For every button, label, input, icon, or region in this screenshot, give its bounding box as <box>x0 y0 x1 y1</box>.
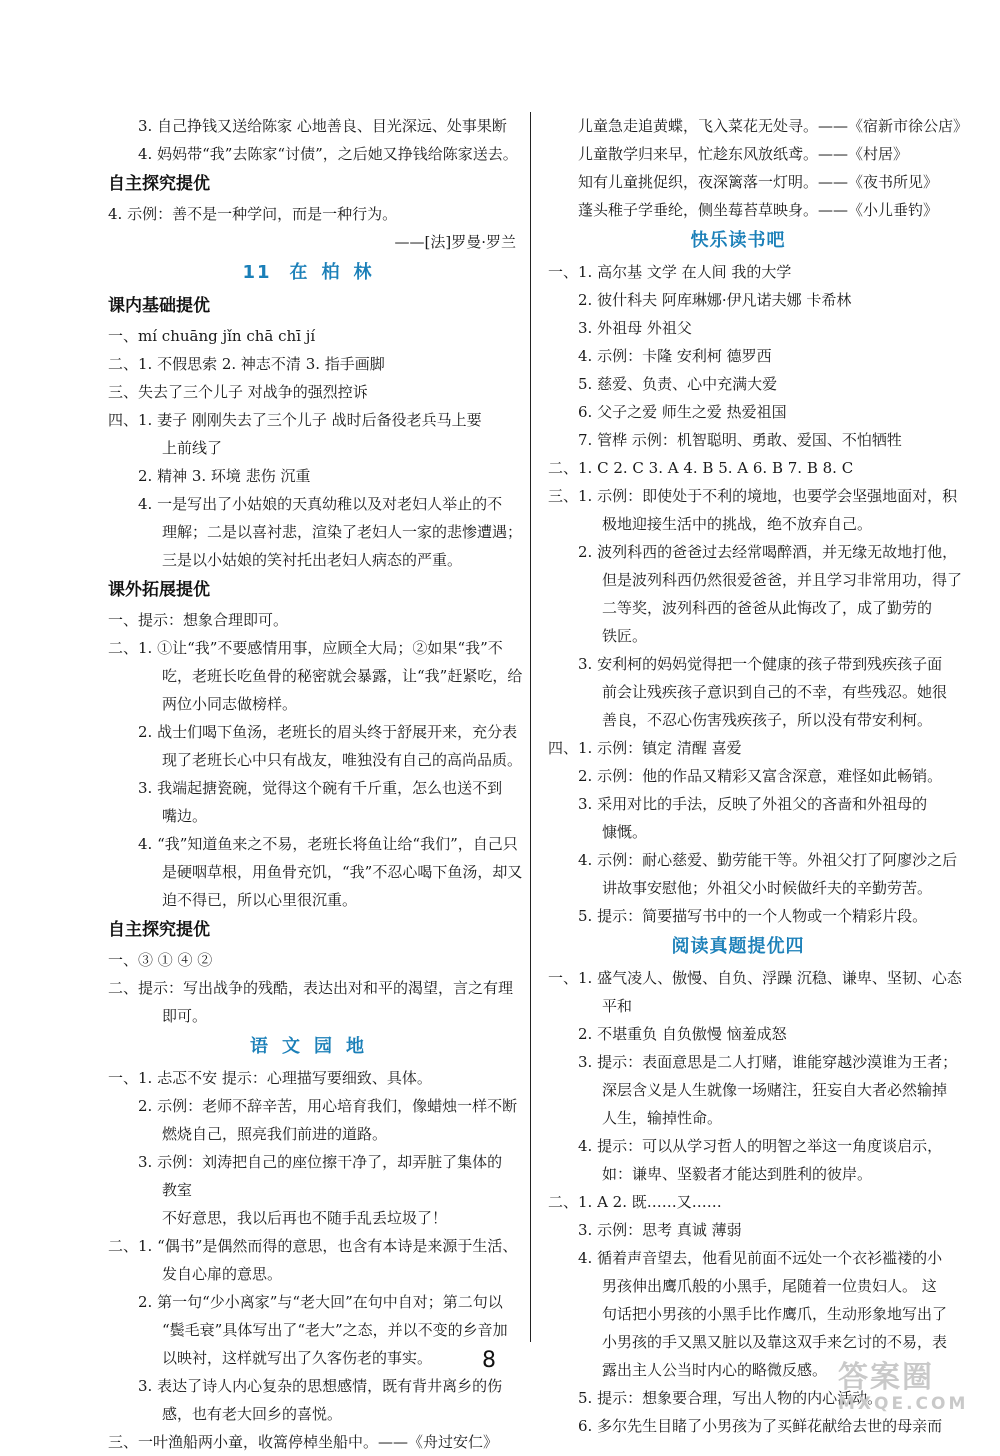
answer-line: 但是波列科西仍然很爱爸爸，并且学习非常用功，得了 <box>602 571 963 589</box>
answer-line: 儿童急走追黄蝶，飞入菜花无处寻。——《宿新市徐公店》 <box>578 117 969 135</box>
answer-line: 4. 示例：耐心慈爱、勤劳能干等。外祖父打了阿廖沙之后 <box>578 851 958 869</box>
answer-line: ——[法]罗曼·罗兰 <box>394 233 516 251</box>
answer-line: 教室 <box>162 1181 193 1199</box>
answer-line: 两位小同志做榜样。 <box>162 695 298 713</box>
answer-line: 3. 自己挣钱又送给陈家 心地善良、目光深远、处事果断 <box>138 117 507 135</box>
answer-line: 以映衬，这样就写出了久客伤老的事实。 <box>162 1349 433 1367</box>
lesson-title-text: 语文园地 <box>250 1036 378 1057</box>
answer-line: 铁匠。 <box>602 627 648 645</box>
answer-line: 上前线了 <box>162 439 223 457</box>
answer-line: 讲故事安慰他；外祖父小时候做纤夫的辛勤劳苦。 <box>602 879 933 897</box>
answer-line: 4. 妈妈带“我”去陈家“讨债”，之后她又挣钱给陈家送去。 <box>138 145 518 163</box>
answer-line: 极地迎接生活中的挑战，绝不放弃自己。 <box>602 515 873 533</box>
answer-line: 二、1. C 2. C 3. A 4. B 5. A 6. B 7. B 8. C <box>548 459 854 477</box>
left-column <box>108 112 523 1456</box>
answer-line: 2. 第一句“少小离家”与“老大回”在句中自对；第二句以 <box>138 1293 503 1311</box>
answer-line: 即可。 <box>162 1007 208 1025</box>
answer-line: 二等奖，波列科西的爸爸从此悔改了，成了勤劳的 <box>602 599 933 617</box>
answer-line: 迫不得已，所以心里很沉重。 <box>162 891 358 909</box>
answer-line: 露出主人公当时内心的略微反感。 <box>602 1361 828 1379</box>
section-heading: 课外拓展提优 <box>108 580 210 600</box>
answer-line: 前会让残疾孩子意识到自己的不幸，有些残忍。她很 <box>602 683 948 701</box>
answer-line: 一、1. 盛气凌人、傲慢、自负、浮躁 沉稳、谦卑、坚韧、心态 <box>548 969 962 987</box>
answer-line: 3. 提示：表面意思是二人打赌，谁能穿越沙漠谁为王者； <box>578 1053 958 1071</box>
answer-line: 二、提示：写出战争的残酷，表达出对和平的渴望，言之有理 <box>108 979 514 997</box>
answer-line: 四、1. 妻子 刚刚失去了三个儿子 战时后备役老兵马上要 <box>108 411 482 429</box>
answer-line: 蓬头稚子学垂纶，侧坐莓苔草映身。——《小儿垂钓》 <box>578 201 939 219</box>
answer-line: 2. 波列科西的爸爸过去经常喝醉酒，并无缘无故地打他， <box>578 543 958 561</box>
answer-line: 人生，输掉性命。 <box>602 1109 723 1127</box>
answer-line: 一、mí chuāng jǐn chā chī jí <box>108 327 316 345</box>
answer-line: 知有儿童挑促织，夜深篱落一灯明。——《夜书所见》 <box>578 173 939 191</box>
answer-line: 三、一叶渔船两小童，收篙停棹坐船中。——《舟过安仁》 <box>108 1433 499 1451</box>
lesson-title-text: 在柏林 <box>289 262 386 283</box>
answer-line: 7. 管桦 示例：机智聪明、勇敢、爱国、不怕牺牲 <box>578 431 902 449</box>
answer-line: 小男孩的手又黑又脏以及靠这双手来乞讨的不易，表 <box>602 1333 948 1351</box>
watermark-logo <box>838 1352 988 1420</box>
answer-line: 3. 采用对比的手法，反映了外祖父的吝啬和外祖母的 <box>578 795 928 813</box>
answer-line: 吃，老班长吃鱼骨的秘密就会暴露，让“我”赶紧吃，给 <box>162 667 523 685</box>
answer-line: 是硬咽草根，用鱼骨充饥，“我”不忍心喝下鱼汤，却又 <box>162 863 523 881</box>
lesson-title <box>108 256 520 290</box>
right-column <box>548 112 969 1440</box>
answer-line: 慷慨。 <box>602 823 648 841</box>
answer-line: 四、1. 示例：镇定 清醒 喜爱 <box>548 739 742 757</box>
answer-line: 2. 不堪重负 自负傲慢 恼羞成怒 <box>578 1025 787 1043</box>
answer-line: 感，也有老大回乡的喜悦。 <box>162 1405 343 1423</box>
answer-line: 4. 示例：卡隆 安利柯 德罗西 <box>578 347 772 365</box>
answer-line: 二、1. 不假思索 2. 神志不清 3. 指手画脚 <box>108 355 385 373</box>
answer-line: 3. 外祖母 外祖父 <box>578 319 692 337</box>
answer-line: 2. 示例：他的作品又精彩又富含深意，难怪如此畅销。 <box>578 767 943 785</box>
answer-line: 3. 表达了诗人内心复杂的思想感情，既有背井离乡的伤 <box>138 1377 503 1395</box>
answer-line: 句话把小男孩的小黑手比作鹰爪，生动形象地写出了 <box>602 1305 948 1323</box>
answer-line: 一、1. 高尔基 文学 在人间 我的大学 <box>548 263 792 281</box>
answer-line: 三是以小姑娘的笑衬托出老妇人病态的严重。 <box>162 551 463 569</box>
answer-line: 儿童散学归来早，忙趁东风放纸鸢。——《村居》 <box>578 145 909 163</box>
answer-line: 4. 一是写出了小姑娘的天真幼稚以及对老妇人举止的不 <box>138 495 503 513</box>
column-divider <box>530 112 531 1342</box>
answer-line: 二、1. “偶书”是偶然而得的意思，也含有本诗是来源于生活、 <box>108 1237 518 1255</box>
answer-line: 2. 彼什科夫 阿库琳娜·伊凡诺夫娜 卡希林 <box>578 291 852 309</box>
section-heading: 课内基础提优 <box>108 296 210 316</box>
answer-line: 4. 循着声音望去，他看见前面不远处一个衣衫褴褛的小 <box>578 1249 943 1267</box>
answer-line: 深层含义是人生就像一场赌注，狂妄自大者必然输掉 <box>602 1081 948 1099</box>
answer-line: 三、1. 示例：即使处于不利的境地，也要学会坚强地面对，积 <box>548 487 958 505</box>
answer-line: 二、1. A 2. 既……又…… <box>548 1193 722 1211</box>
answer-line: 现了老班长心中只有战友，唯独没有自己的高尚品质。 <box>162 751 523 769</box>
answer-line: “鬓毛衰”具体写出了“老大”之态，并以不变的乡音加 <box>162 1321 508 1339</box>
answer-line: 一、提示：想象合理即可。 <box>108 611 289 629</box>
answer-line: 二、1. ①让“我”不要感情用事，应顾全大局；②如果“我”不 <box>108 639 503 657</box>
answer-line: 男孩伸出鹰爪般的小黑手，尾随着一位贵妇人。 这 <box>602 1277 937 1295</box>
answer-line: 一、③ ① ④ ② <box>108 951 213 969</box>
answer-line: 不好意思，我以后再也不随手乱丢垃圾了！ <box>162 1209 448 1227</box>
answer-line: 5. 提示：想象要合理，写出人物的内心活动。 <box>578 1389 883 1407</box>
answer-line: 发自心扉的意思。 <box>162 1265 283 1283</box>
answer-line: 三、失去了三个儿子 对战争的强烈控诉 <box>108 383 368 401</box>
lesson-title-text: 阅读真题提优四 <box>671 936 805 957</box>
lesson-title-text: 快乐读书吧 <box>690 230 786 251</box>
answer-line: 3. 示例：刘涛把自己的座位擦干净了，却弄脏了集体的 <box>138 1153 503 1171</box>
answer-line: 6. 父子之爱 师生之爱 热爱祖国 <box>578 403 787 421</box>
page-number: 8 <box>482 1348 496 1373</box>
answer-line: 5. 提示：简要描写书中的一个人物或一个精彩片段。 <box>578 907 928 925</box>
answer-line: 2. 精神 3. 环境 悲伤 沉重 <box>138 467 311 485</box>
answer-line: 3. 安利柯的妈妈觉得把一个健康的孩子带到残疾孩子面 <box>578 655 943 673</box>
answer-line: 3. 我端起搪瓷碗，觉得这个碗有千斤重，怎么也送不到 <box>138 779 503 797</box>
lesson-number: 11 <box>242 262 272 283</box>
lesson-title <box>548 224 928 258</box>
answer-line: 嘴边。 <box>162 807 208 825</box>
answer-line: 理解；二是以喜衬悲，渲染了老妇人一家的悲惨遭遇； <box>162 523 523 541</box>
answer-line: 如：谦卑、坚毅者才能达到胜利的彼岸。 <box>602 1165 873 1183</box>
watermark-url: MXQE.COM <box>838 1394 969 1414</box>
answer-line: 2. 示例：老师不辞辛苦，用心培育我们，像蜡烛一样不断 <box>138 1097 518 1115</box>
section-heading: 自主探究提优 <box>108 174 210 194</box>
answer-line: 4. “我”知道鱼来之不易，老班长将鱼让给“我们”，自己只 <box>138 835 518 853</box>
answer-line: 5. 慈爱、负责、心中充满大爱 <box>578 375 778 393</box>
answer-line: 善良，不忍心伤害残疾孩子，所以没有带安利柯。 <box>602 711 933 729</box>
answer-line: 4. 提示：可以从学习哲人的明智之举这一角度谈启示， <box>578 1137 943 1155</box>
section-heading: 自主探究提优 <box>108 920 210 940</box>
watermark-logo-text: 答案圈 <box>838 1360 934 1395</box>
answer-line: 燃烧自己，照亮我们前进的道路。 <box>162 1125 388 1143</box>
answer-line: 6. 多尔先生目睹了小男孩为了买鲜花献给去世的母亲而 <box>578 1417 943 1435</box>
answer-line: 3. 示例：思考 真诚 薄弱 <box>578 1221 742 1239</box>
answer-line: 4. 示例：善不是一种学问，而是一种行为。 <box>108 205 398 223</box>
answer-line: 平和 <box>602 997 633 1015</box>
answer-line: 一、1. 忐忑不安 提示：心理描写要细致、具体。 <box>108 1069 432 1087</box>
answer-line: 2. 战士们喝下鱼汤，老班长的眉头终于舒展开来，充分表 <box>138 723 518 741</box>
lesson-title <box>548 930 928 964</box>
lesson-title <box>108 1030 520 1064</box>
